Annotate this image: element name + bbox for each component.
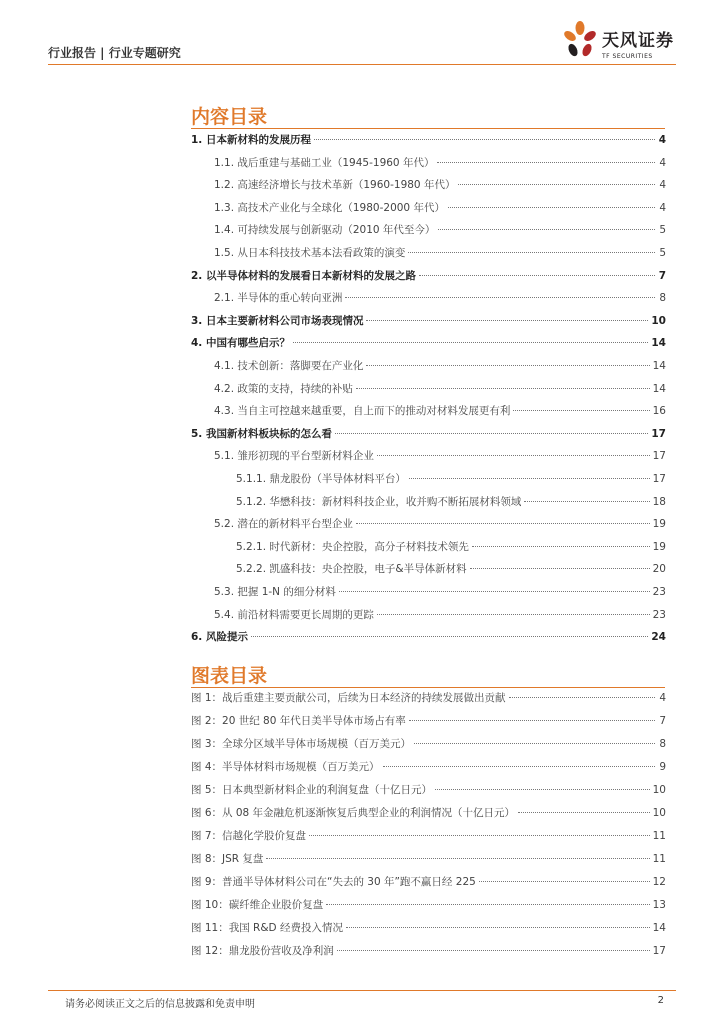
- toc-entry-page: 14: [652, 382, 666, 395]
- toc-entry[interactable]: [191, 313, 666, 333]
- figure-entry-title: 图 9：普通半导体材料公司在“失去的 30 年”跑不赢日经 225: [191, 876, 476, 888]
- report-category: 行业报告 | 行业专题研究: [48, 46, 181, 60]
- toc-entry[interactable]: [214, 200, 666, 220]
- figure-entry[interactable]: [191, 874, 666, 894]
- toc-entry-title: 5.2.1. 时代新材：央企控股，高分子材料技术领先: [236, 540, 469, 553]
- toc-entry-page: 19: [652, 518, 666, 531]
- figure-entry[interactable]: [191, 713, 666, 733]
- figure-entry-page: 10: [652, 784, 666, 796]
- figure-entry-title: 图 7：信越化学股价复盘: [191, 830, 307, 842]
- toc-entry[interactable]: [214, 245, 666, 265]
- toc-entry[interactable]: [214, 358, 666, 378]
- toc-entry-title: 6. 风险提示: [191, 631, 248, 644]
- figure-entry[interactable]: [191, 920, 666, 940]
- toc-entry[interactable]: [214, 403, 666, 423]
- dot-leader: [339, 591, 650, 592]
- toc-entry-title: 2. 以半导体材料的发展看日本新材料的发展之路: [191, 269, 416, 282]
- toc-entry[interactable]: [236, 539, 666, 559]
- figure-entry-page: 12: [652, 876, 666, 888]
- dot-leader: [435, 789, 650, 790]
- figure-entry[interactable]: [191, 897, 666, 917]
- figure-entry-page: 10: [652, 807, 666, 819]
- toc-entry-title: 1.2. 高速经济增长与技术革新（1960-1980 年代）: [214, 179, 456, 192]
- dot-leader: [458, 184, 655, 185]
- header-divider: [48, 64, 676, 65]
- toc-entry-page: 14: [652, 360, 666, 372]
- toc-entry[interactable]: [191, 268, 666, 288]
- figure-entry[interactable]: [191, 782, 666, 802]
- logo-wordmark: 天风证券: [602, 31, 674, 51]
- figures-title: 图表目录: [191, 665, 268, 687]
- toc-title: 内容目录: [191, 106, 268, 128]
- dot-leader: [448, 207, 655, 208]
- toc-entry-title: 5. 我国新材料板块标的怎么看: [191, 427, 332, 440]
- figures-title-rule: [191, 687, 665, 688]
- toc-entry-page: 8: [659, 292, 666, 305]
- toc-entry-title: 1.5. 从日本科技技术基本法看政策的演变: [214, 247, 406, 259]
- dot-leader: [518, 812, 650, 813]
- toc-entry[interactable]: [214, 381, 666, 401]
- figure-entry[interactable]: [191, 851, 666, 871]
- figure-entry-page: 13: [652, 899, 666, 911]
- figure-entry-page: 9: [659, 761, 666, 773]
- toc-entry[interactable]: [214, 448, 666, 468]
- toc-entry-title: 2.1. 半导体的重心转向亚洲: [214, 292, 343, 305]
- figure-entry-title: 图 1：战后重建主要贡献公司，后续为日本经济的持续发展做出贡献: [191, 692, 506, 704]
- company-logo: [562, 20, 674, 62]
- toc-entry-title: 4.2. 政策的支持，持续的补贴: [214, 382, 353, 395]
- dot-leader: [524, 501, 649, 502]
- toc-entry[interactable]: [214, 516, 666, 536]
- dot-leader: [408, 252, 655, 253]
- figure-entry[interactable]: [191, 805, 666, 825]
- figure-entry[interactable]: [191, 736, 666, 756]
- toc-entry[interactable]: [236, 471, 666, 491]
- figure-entry-page: 4: [659, 692, 666, 704]
- toc-entry-title: 5.1. 雏形初现的平台型新材料企业: [214, 450, 374, 463]
- dot-leader: [345, 297, 655, 298]
- figure-entry-page: 11: [652, 853, 666, 865]
- dot-leader: [309, 835, 650, 836]
- dot-leader: [337, 950, 650, 951]
- dot-leader: [377, 614, 650, 615]
- toc-entry-page: 19: [652, 540, 666, 553]
- toc-entry-title: 5.1.2. 华懋科技：新材料科技企业，收并购不断拓展材料领域: [236, 495, 522, 508]
- toc-entry-page: 20: [652, 563, 666, 576]
- dot-leader: [509, 697, 655, 698]
- toc-entry-title: 4.3. 当自主可控越来越重要，自上而下的推动对材料发展更有利: [214, 405, 511, 418]
- figure-entry-page: 7: [659, 715, 666, 727]
- figure-entry-page: 17: [652, 945, 666, 957]
- toc-entry-page: 4: [659, 201, 666, 214]
- toc-entry-title: 5.4. 前沿材料需要更长周期的更踪: [214, 608, 374, 621]
- toc-entry-title: 5.1.1. 鼎龙股份（半导体材料平台）: [236, 473, 406, 485]
- toc-entry-title: 5.2.2. 凯盛科技：央企控股，电子&半导体新材料: [236, 563, 467, 576]
- figure-entry-title: 图 8：JSR 复盘: [191, 853, 264, 865]
- dot-leader: [438, 229, 655, 230]
- toc-entry-page: 16: [652, 405, 666, 418]
- toc-entry[interactable]: [191, 335, 666, 355]
- figure-entry-title: 图 12：鼎龙股份营收及净利润: [191, 945, 334, 957]
- logo-wordmark-en: TF SECURITIES: [602, 53, 653, 60]
- footer-divider: [48, 990, 676, 991]
- toc-title-rule: [191, 128, 665, 129]
- toc-entry-title: 1.4. 可持续发展与创新驱动（2010 年代至今）: [214, 224, 436, 237]
- toc-entry-title: 5.3. 把握 1-N 的细分材料: [214, 586, 336, 598]
- dot-leader: [470, 568, 650, 569]
- toc-entry[interactable]: [214, 290, 666, 310]
- figure-entry-title: 图 11：我国 R&D 经费投入情况: [191, 922, 343, 934]
- dot-leader: [346, 927, 650, 928]
- dot-leader: [356, 523, 650, 524]
- toc-entry-page: 5: [659, 224, 666, 237]
- toc-entry-page: 4: [658, 134, 666, 146]
- toc-entry[interactable]: [191, 629, 666, 649]
- toc-entry[interactable]: [191, 426, 666, 446]
- toc-entry-title: 4.1. 技术创新：落脚要在产业化: [214, 360, 364, 372]
- toc-entry-page: 14: [651, 337, 666, 350]
- figure-entry-page: 11: [652, 830, 666, 842]
- toc-entry-title: 4. 中国有哪些启示？: [191, 337, 290, 350]
- dot-leader: [366, 320, 648, 321]
- toc-entry-page: 4: [659, 156, 666, 169]
- toc-entry-page: 17: [652, 450, 666, 463]
- toc-entry-page: 23: [652, 608, 666, 621]
- toc-entry-page: 7: [658, 269, 666, 282]
- toc-entry-title: 1.3. 高技术产业化与全球化（1980-2000 年代）: [214, 201, 445, 214]
- figure-entry-title: 图 2：20 世纪 80 年代日美半导体市场占有率: [191, 715, 406, 727]
- dot-leader: [479, 881, 650, 882]
- dot-leader: [326, 904, 649, 905]
- dot-leader: [383, 766, 655, 767]
- toc-entry-page: 23: [652, 586, 666, 598]
- dot-leader: [513, 410, 649, 411]
- figure-entry[interactable]: [191, 759, 666, 779]
- figure-entry[interactable]: [191, 943, 666, 963]
- toc-entry[interactable]: [236, 494, 666, 514]
- toc-entry-title: 3. 日本主要新材料公司市场表现情况: [191, 314, 364, 327]
- toc-entry[interactable]: [214, 607, 666, 627]
- figure-entry-title: 图 10：碳纤维企业股价复盘: [191, 899, 324, 911]
- toc-entry-title: 1.1. 战后重建与基础工业（1945-1960 年代）: [214, 156, 435, 169]
- dot-leader: [335, 433, 648, 434]
- toc-entry[interactable]: [191, 132, 666, 152]
- dot-leader: [409, 720, 655, 721]
- dot-leader: [314, 139, 655, 140]
- figure-entry-title: 图 4：半导体材料市场规模（百万美元）: [191, 761, 380, 773]
- toc-entry-page: 5: [659, 247, 666, 259]
- dot-leader: [419, 275, 655, 276]
- page-number: 2: [657, 995, 664, 1006]
- toc-entry-page: 10: [651, 314, 666, 327]
- dot-leader: [377, 455, 650, 456]
- toc-entry-page: 18: [652, 495, 666, 508]
- figure-entry-page: 8: [659, 738, 666, 750]
- figure-entry[interactable]: [191, 828, 666, 848]
- dot-leader: [356, 388, 650, 389]
- toc-entry-page: 17: [651, 427, 666, 440]
- figure-entry-page: 14: [652, 922, 666, 934]
- dot-leader: [251, 636, 648, 637]
- toc-entry[interactable]: [214, 222, 666, 242]
- figure-entry[interactable]: [191, 690, 666, 710]
- figure-entry-title: 图 5：日本典型新材料企业的利润复盘（十亿日元）: [191, 784, 433, 796]
- dot-leader: [409, 478, 650, 479]
- dot-leader: [437, 162, 655, 163]
- toc-entry[interactable]: [214, 584, 666, 604]
- dot-leader: [472, 546, 650, 547]
- dot-leader: [266, 858, 649, 859]
- footer-disclaimer: 请务必阅读正文之后的信息披露和免责申明: [65, 999, 255, 1010]
- toc-entry-page: 17: [652, 473, 666, 485]
- toc-entry[interactable]: [214, 155, 666, 175]
- toc-entry-page: 24: [651, 631, 666, 644]
- figure-entry-title: 图 6：从 08 年金融危机逐渐恢复后典型企业的利润情况（十亿日元）: [191, 807, 516, 819]
- figure-entry-title: 图 3：全球分区域半导体市场规模（百万美元）: [191, 738, 412, 750]
- toc-entry[interactable]: [236, 561, 666, 581]
- toc-entry-page: 4: [659, 179, 666, 192]
- tf-logo-icon: [562, 20, 598, 60]
- toc-entry-title: 5.2. 潜在的新材料平台型企业: [214, 518, 353, 531]
- dot-leader: [366, 365, 649, 366]
- dot-leader: [414, 743, 655, 744]
- toc-entry[interactable]: [214, 177, 666, 197]
- dot-leader: [293, 342, 648, 343]
- toc-entry-title: 1. 日本新材料的发展历程: [191, 134, 311, 146]
